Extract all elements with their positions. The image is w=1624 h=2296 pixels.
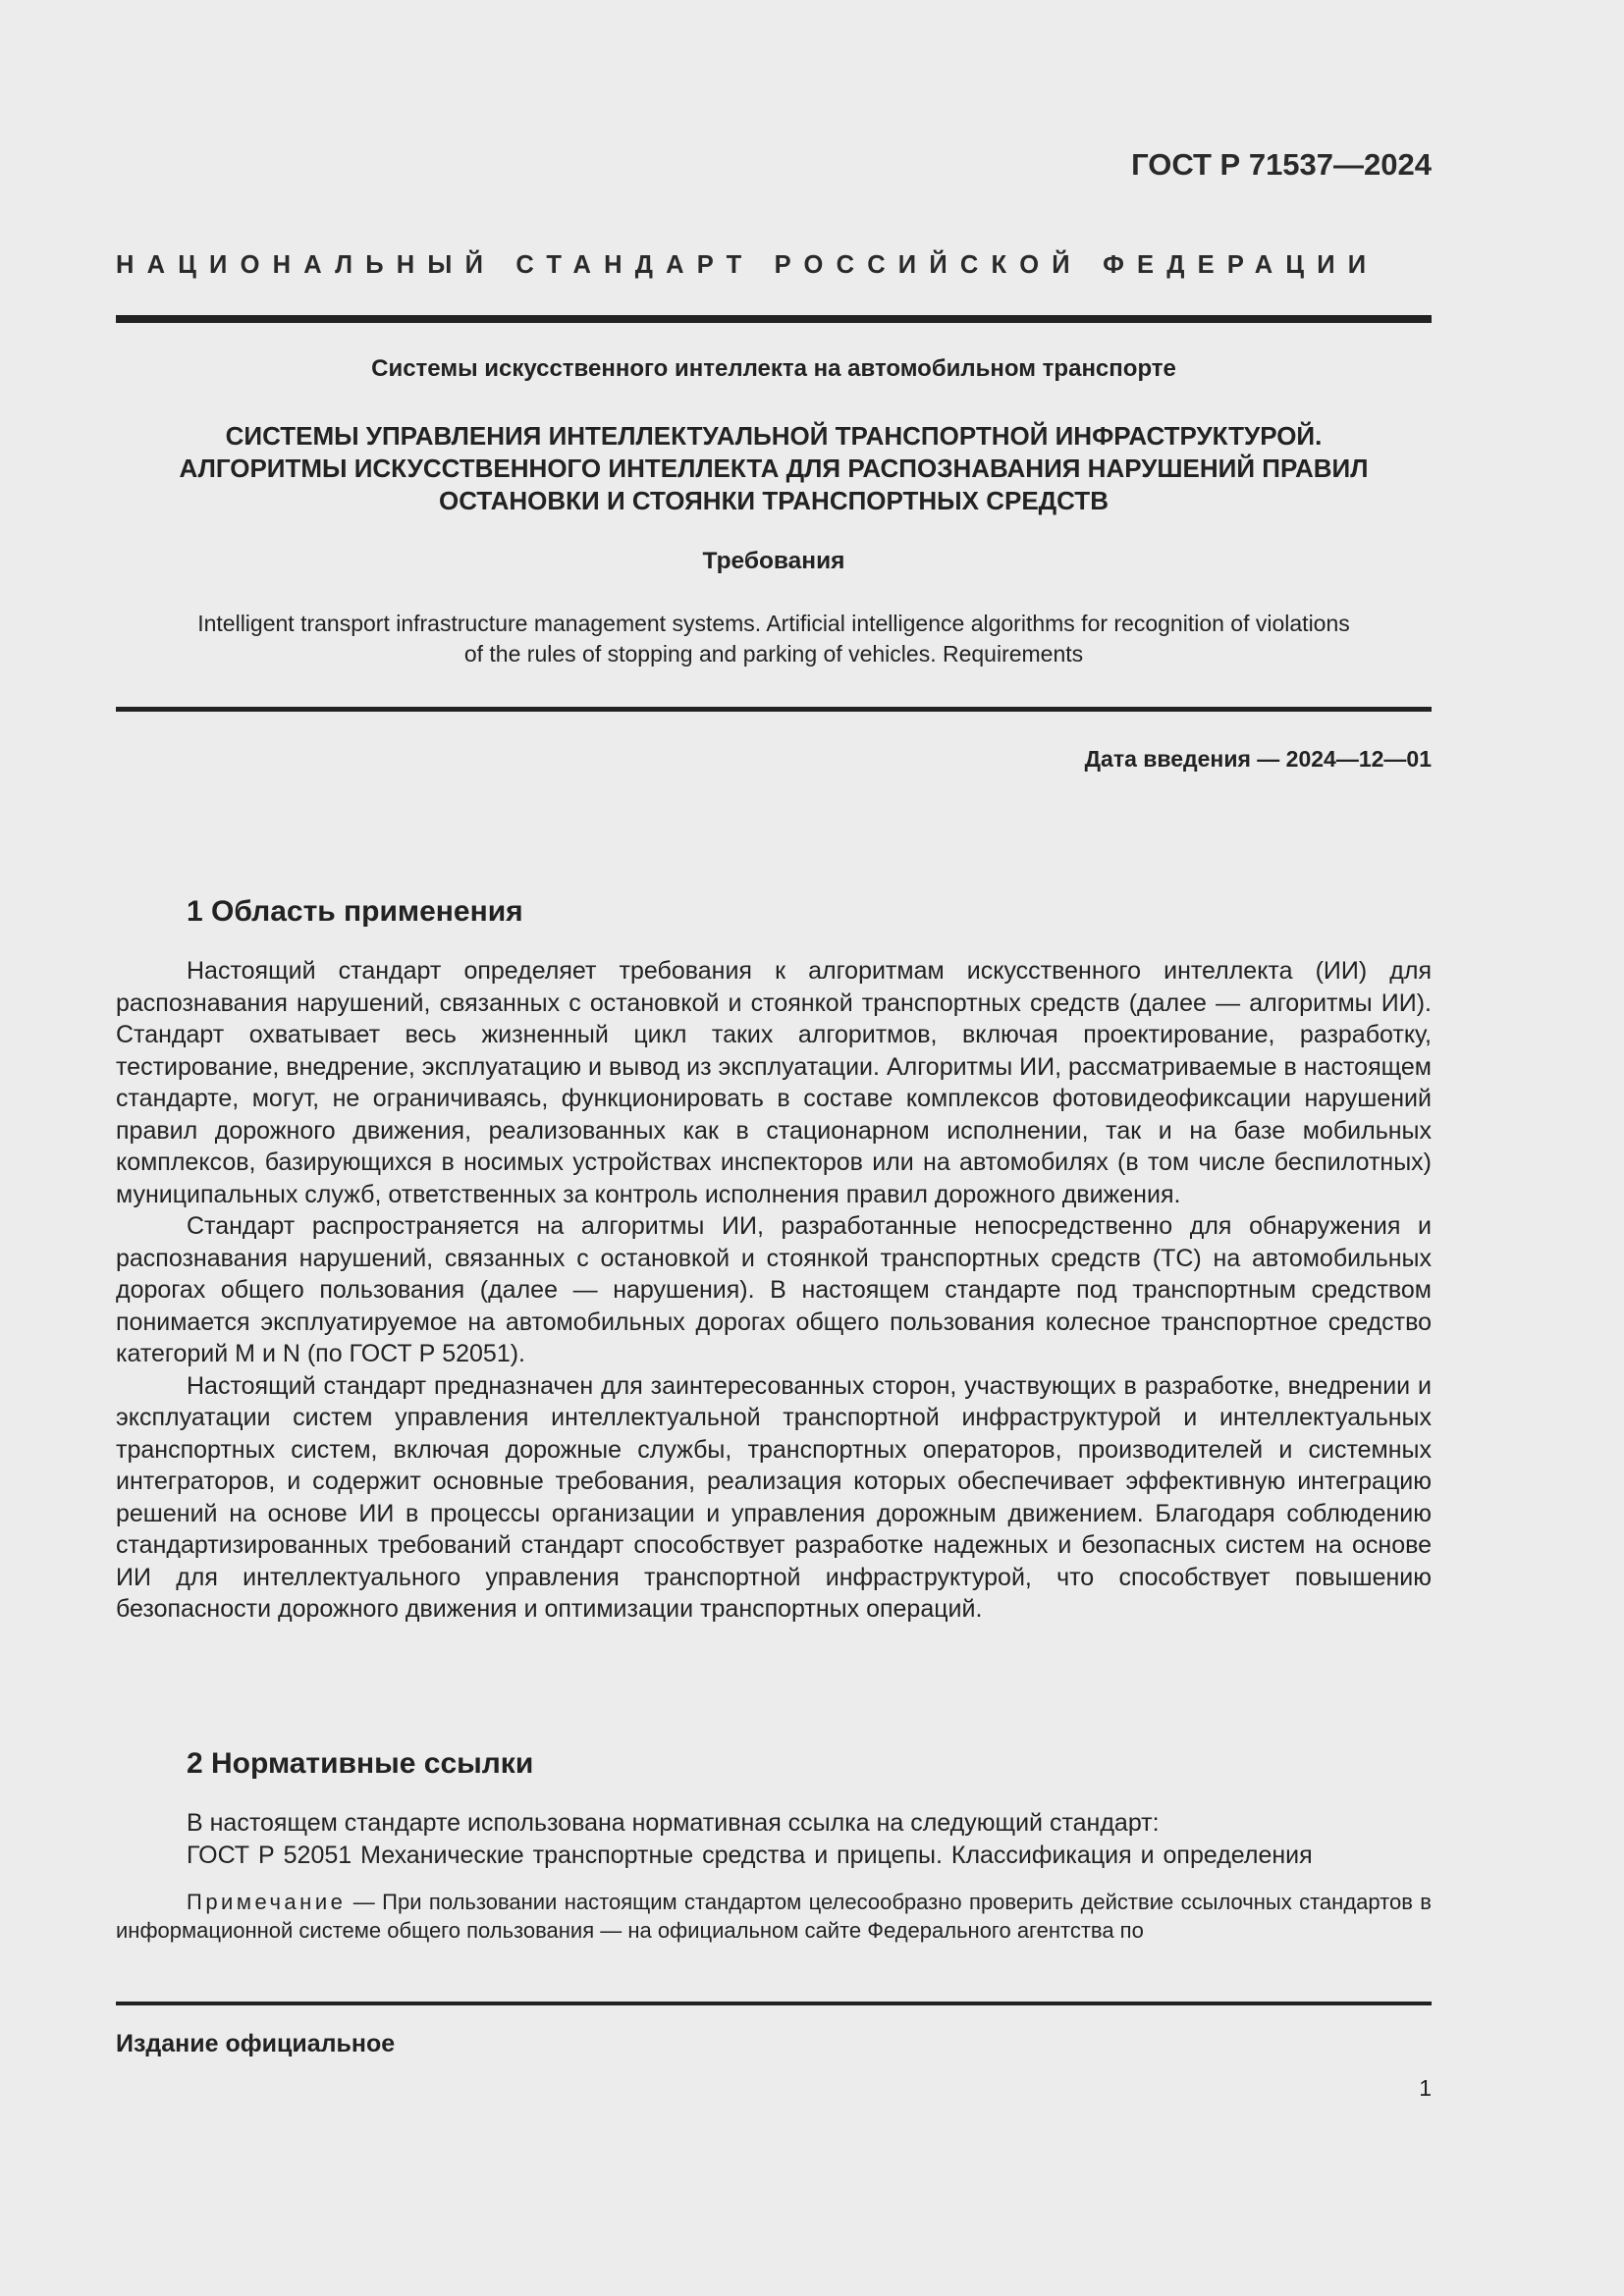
note-paragraph: [116, 1888, 1432, 1945]
standard-number: ГОСТ Р 71537—2024: [1131, 147, 1432, 182]
footer-divider: [116, 2002, 1432, 2005]
paragraph: Настоящий стандарт предназначен для заинтересованных сторон, участвующих в разработке, внедрении и эксплуатации систем управления интеллектуальной транспортной инфраструктурой и интеллектуальных транспортных систем, включая дорожные службы, транспортных операторов, производителей и системных интеграторов, и содержит основные требования, реализация которых обеспечивает эффективную интеграцию решений на основе ИИ в процессы организации и управления дорожным движением. Благодаря соблюдению стандартизированных требований стандарт способствует разработке надежных и безопасных систем на основе ИИ для интеллектуального управления транспортной инфраструктурой, что способствует повышению безопасности дорожного движения и оптимизации транспортных операций.: [116, 1371, 1432, 1623]
page-number: 1: [1419, 2075, 1432, 2101]
document-page: [116, 0, 1432, 2296]
main-title: [116, 420, 1432, 517]
reference-item: ГОСТ Р 52051 Механические транспортные средства и прицепы. Классификация и определения: [187, 1841, 1313, 1869]
references-body: [116, 1807, 1432, 1871]
english-title-line: Intelligent transport infrastructure management systems. Artificial intelligence algorithms for recognition of violations: [197, 611, 1350, 636]
section-heading-references: 2 Нормативные ссылки: [187, 1747, 534, 1780]
national-standard-banner: НАЦИОНАЛЬНЫЙ СТАНДАРТ РОССИЙСКОЙ ФЕДЕРАЦИИ: [116, 251, 1380, 279]
english-title: [116, 609, 1432, 669]
title-divider: [116, 707, 1432, 712]
section-heading-scope: 1 Область применения: [187, 895, 523, 928]
top-divider: [116, 315, 1432, 323]
main-title-line: АЛГОРИТМЫ ИСКУССТВЕННОГО ИНТЕЛЛЕКТА ДЛЯ РАСПОЗНАВАНИЯ НАРУШЕНИЙ ПРАВИЛ: [179, 454, 1369, 483]
main-title-line: ОСТАНОВКИ И СТОЯНКИ ТРАНСПОРТНЫХ СРЕДСТВ: [439, 486, 1109, 515]
paragraph: В настоящем стандарте использована нормативная ссылка на следующий стандарт:: [187, 1809, 1160, 1837]
introduction-date: Дата введения — 2024—12—01: [1084, 746, 1432, 772]
edition-label: Издание официальное: [116, 2030, 396, 2057]
standard-subtitle: Системы искусственного интеллекта на автомобильном транспорте: [371, 355, 1176, 382]
main-title-line: СИСТЕМЫ УПРАВЛЕНИЯ ИНТЕЛЛЕКТУАЛЬНОЙ ТРАНСПОРТНОЙ ИНФРАСТРУКТУРОЙ.: [225, 421, 1323, 451]
note-label: Примечание: [187, 1890, 347, 1914]
scope-body: [116, 955, 1432, 1626]
note: [116, 1888, 1432, 1945]
english-title-line: of the rules of stopping and parking of vehicles. Requirements: [463, 641, 1084, 667]
paragraph: Стандарт распространяется на алгоритмы ИИ, разработанные непосредственно для обнаружения и распознавания нарушений, связанных с остановкой и стоянкой транспортных средств (ТС) на автомобильных дорогах общего пользования (далее — нарушения). В настоящем стандарте под транспортным средством понимается эксплуатируемое на автомобильных дорогах общего пользования колесное транспортное средство категорий М и N (по ГОСТ Р 52051).: [116, 1212, 1432, 1367]
requirements-label: Требования: [702, 548, 845, 574]
paragraph: Настоящий стандарт определяет требования к алгоритмам искусственного интеллекта (ИИ) для распознавания нарушений, связанных с остановкой и стоянкой транспортных средств (далее — алгоритмы ИИ). Стандарт охватывает весь жизненный цикл таких алгоритмов, включая проектирование, разработку, тестирование, внедрение, эксплуатацию и вывод из эксплуатации. Алгоритмы ИИ, рассматриваемые в настоящем стандарте, могут, не ограничиваясь, функционировать в составе комплексов фотовидеофиксации нарушений правил дорожного движения, реализованных как в стационарном исполнении, так и на базе мобильных комплексов, базирующихся в носимых устройствах инспекторов или на автомобилях (в том числе беспилотных) муниципальных служб, ответственных за контроль исполнения правил дорожного движения.: [116, 957, 1432, 1208]
note-text: — При пользовании настоящим стандартом целесообразно проверить действие ссылочных стандартов в информационной системе общего пользования — на официальном сайте Федерального агентства по: [116, 1890, 1432, 1943]
